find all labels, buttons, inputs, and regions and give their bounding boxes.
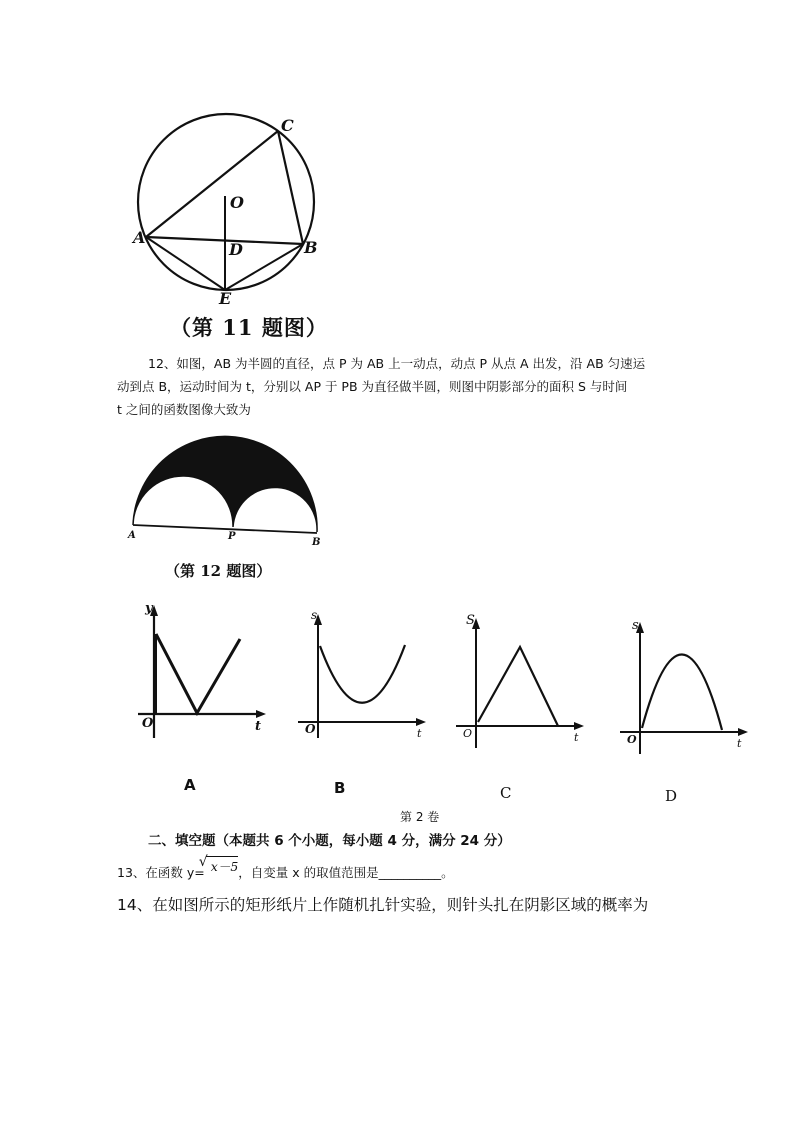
- graph-d-ylabel: s: [632, 618, 639, 633]
- graph-a-origin: O: [142, 716, 154, 731]
- graph-d-xlabel: t: [737, 737, 742, 750]
- graph-c-origin: O: [463, 727, 473, 740]
- q13-text: [117, 854, 454, 881]
- section-2-heading: 二、填空题（本题共 6 个小题，每小题 4 分，满分 24 分）: [148, 833, 511, 849]
- option-letter-b: B: [334, 779, 346, 797]
- volume-label: 第 2 卷: [400, 810, 440, 824]
- q12-line-1: 12、如图，AB 为半圆的直径，点 P 为 AB 上一动点，动点 P 从点 A 出发，沿 AB 匀速运: [148, 356, 646, 371]
- q13-suffix: ，自变量 x 的取值范围是__________。: [238, 865, 454, 880]
- q14-text: 14、在如图所示的矩形纸片上作随机扎针实验，则针头扎在阴影区域的概率为: [117, 896, 649, 914]
- graph-a-x-arrow: [256, 710, 266, 718]
- graph-c-x-arrow: [574, 722, 584, 730]
- graph-b-curve: [320, 645, 405, 703]
- graph-b-origin: O: [305, 722, 316, 736]
- figure-12-caption: （第 12 题图）: [165, 562, 272, 580]
- option-letter-d: D: [665, 787, 678, 805]
- graph-d-x-arrow: [738, 728, 748, 736]
- q12-line-3: t 之间的函数图像大致为: [117, 402, 251, 417]
- graph-c-ylabel: S: [466, 613, 475, 628]
- option-letter-c: C: [500, 784, 512, 802]
- point-label-d: D: [229, 240, 243, 259]
- graph-a-curve: [156, 634, 240, 713]
- graph-d-curve: [642, 654, 722, 730]
- option-letter-a: A: [184, 776, 196, 794]
- point-label-p-fig12: P: [228, 531, 236, 542]
- point-label-o: O: [230, 193, 244, 212]
- graph-d: [620, 622, 748, 754]
- q13-prefix: 13、在函数 y=: [117, 865, 205, 880]
- graph-a-ylabel: y: [145, 601, 153, 616]
- graph-b-x-arrow: [416, 718, 426, 726]
- graph-c: [456, 618, 584, 748]
- q13-radicand: x－5: [210, 859, 239, 874]
- point-label-a: A: [133, 228, 146, 247]
- graph-b-xlabel: t: [417, 727, 422, 740]
- graph-a: [138, 605, 266, 738]
- q13-radical: [198, 854, 239, 875]
- graph-b-ylabel: s: [311, 608, 318, 622]
- graph-c-xlabel: t: [574, 731, 579, 744]
- point-label-a-fig12: A: [128, 530, 136, 541]
- graph-d-origin: O: [627, 733, 637, 746]
- point-label-b-fig12: B: [312, 537, 321, 548]
- graph-a-xlabel: t: [255, 719, 262, 734]
- point-label-e: E: [219, 289, 232, 308]
- point-label-c: C: [281, 116, 294, 135]
- q12-line-2: 动到点 B，运动时间为 t，分别以 AP 于 PB 为直径做半圆，则图中阴影部分的面积 S 与时间: [117, 379, 628, 394]
- graph-b: [298, 614, 426, 738]
- radical-sign: √: [198, 854, 208, 870]
- point-label-b: B: [304, 238, 318, 257]
- figure-11-caption: （第 11 题图）: [170, 315, 328, 340]
- graph-c-curve: [478, 647, 558, 726]
